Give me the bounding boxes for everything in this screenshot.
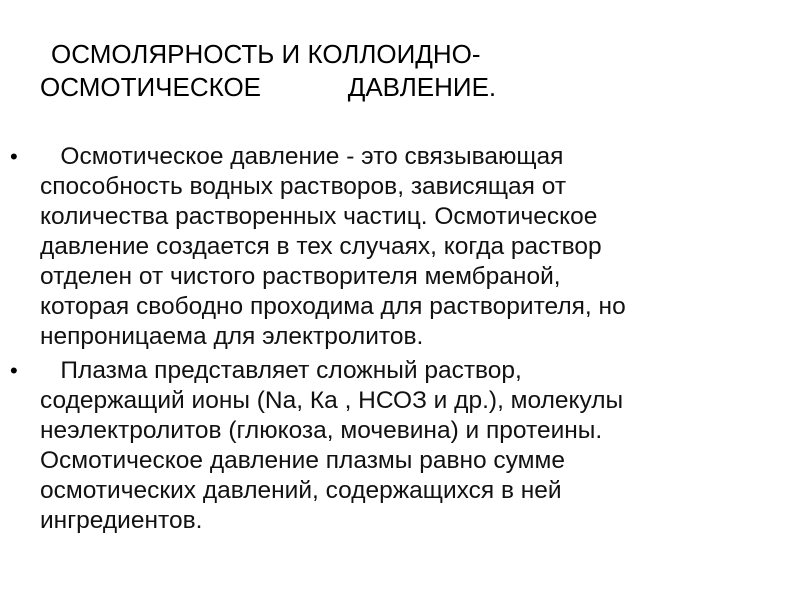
bullet-item xyxy=(0,356,800,536)
title-line-2: ОСМОТИЧЕСКОЕ ДАВЛЕНИЕ. xyxy=(40,72,497,102)
text-line: давление создается в тех случаях, когда раствор xyxy=(40,233,602,260)
text-line: отделен от чистого растворителя мембраной, xyxy=(40,263,561,290)
text-line: способность водных растворов, зависящая от xyxy=(40,173,567,200)
text-line: неэлектролитов (глюкоза, мочевина) и протеины. xyxy=(40,417,603,444)
text-line: ингредиентов. xyxy=(40,507,203,534)
bullet-text xyxy=(40,142,800,352)
text-line: количества растворенных частиц. Осмотическое xyxy=(40,203,598,230)
text-line: Осмотическое давление - это связывающая xyxy=(40,143,564,170)
title-line-1: ОСМОЛЯРНОСТЬ И КОЛЛОИДНО- xyxy=(51,39,481,69)
bullet-dot-icon: • xyxy=(10,144,18,169)
bullet-list xyxy=(0,142,800,540)
bullet-text xyxy=(40,356,800,536)
bullet-dot-icon: • xyxy=(10,358,18,383)
text-line: Плазма представляет сложный раствор, xyxy=(40,357,522,384)
bullet-item xyxy=(0,142,800,352)
text-line: содержащий ионы (Na, Ка , НСОЗ и др.), молекулы xyxy=(40,387,624,414)
text-line: Осмотическое давление плазмы равно сумме xyxy=(40,447,565,474)
text-line: которая свободно проходима для растворителя, но xyxy=(40,293,626,320)
text-line: непроницаема для электролитов. xyxy=(40,323,424,350)
slide-title xyxy=(40,38,760,104)
text-line: осмотических давлений, содержащихся в ней xyxy=(40,477,562,504)
